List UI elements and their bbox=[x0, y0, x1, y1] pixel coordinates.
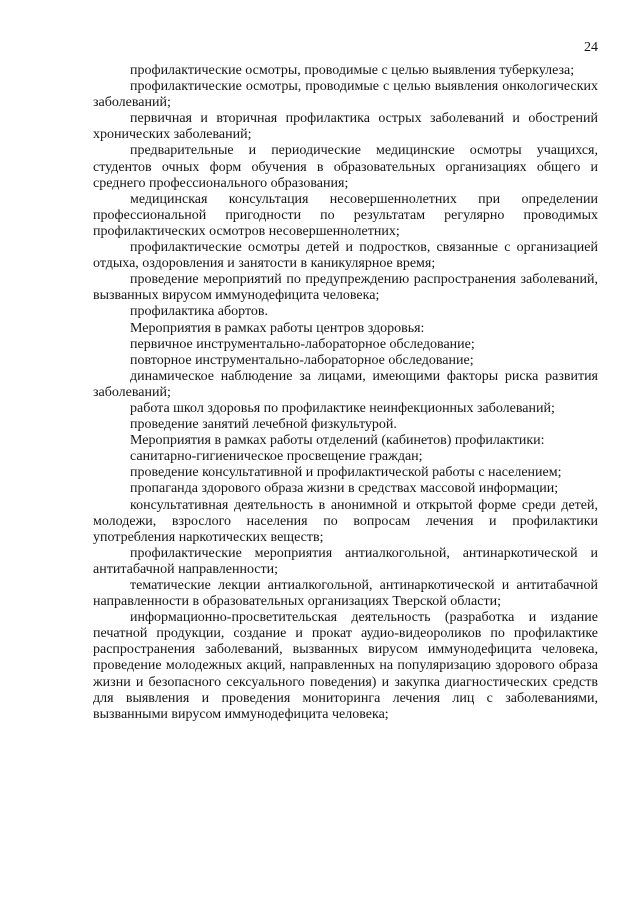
paragraph: повторное инструментально-лабораторное обследование; bbox=[130, 352, 474, 368]
paragraph: профилактические осмотры, проводимые с целью выявления туберкулеза; bbox=[130, 63, 575, 78]
paragraph: проведение занятий лечебной физкультурой. bbox=[130, 417, 397, 433]
paragraph: санитарно-гигиеническое просвещение граждан; bbox=[130, 449, 423, 465]
paragraph: первичное инструментально-лабораторное обследование; bbox=[130, 336, 475, 352]
paragraph: работа школ здоровья по профилактике неинфекционных заболеваний; bbox=[130, 400, 555, 416]
paragraph: профилактика абортов. bbox=[130, 304, 268, 320]
paragraph: информационно-просветительская деятельность (разработка и издание печатной продукции, создание и прокат аудио-видеороликов по профилактике распространения заболеваний, вызванных вирусом иммунодефицита человека, проведение молодежных акций, направленных на популяризацию здорового образа жизни и безопасного сексуального поведения) и закупка диагностических средств для выявления и проведения мониторинга лечения лиц с заболеваниями, вызванными вирусом иммунодефицита человека; bbox=[93, 610, 598, 722]
paragraph: пропаганда здорового образа жизни в средствах массовой информации; bbox=[130, 481, 559, 497]
paragraph: проведение мероприятий по предупреждению распространения заболеваний, вызванных вирусом иммунодефицита человека; bbox=[93, 272, 598, 304]
paragraph: медицинская консультация несовершеннолетних при определении профессиональной пригодности по результатам регулярно проводимых профилактических осмотров несовершеннолетних; bbox=[93, 191, 598, 239]
paragraph: предварительные и периодические медицинские осмотры учащихся, студентов очных форм обучения в образовательных организациях общего и среднего профессионального образования; bbox=[93, 143, 598, 191]
paragraph: профилактические мероприятия антиалкогольной, антинаркотической и антитабачной направленности; bbox=[93, 545, 598, 577]
page-number: 24 bbox=[584, 40, 598, 55]
document-body bbox=[93, 63, 598, 723]
section-heading: Мероприятия в рамках работы отделений (кабинетов) профилактики: bbox=[130, 433, 545, 449]
paragraph: профилактические осмотры детей и подростков, связанные с организацией отдыха, оздоровления и занятости в каникулярное время; bbox=[93, 240, 598, 272]
paragraph: динамическое наблюдение за лицами, имеющими факторы риска развития заболеваний; bbox=[93, 368, 598, 400]
paragraph: консультативная деятельность в анонимной и открытой форме среди детей, молодежи, взрослого населения по вопросам лечения и профилактики употребления наркотических веществ; bbox=[93, 497, 598, 545]
section-heading: Мероприятия в рамках работы центров здоровья: bbox=[130, 320, 425, 336]
paragraph: проведение консультативной и профилактической работы с населением; bbox=[130, 465, 562, 481]
paragraph: первичная и вторичная профилактика острых заболеваний и обострений хронических заболеваний; bbox=[93, 111, 598, 143]
paragraph: профилактические осмотры, проводимые с целью выявления онкологических заболеваний; bbox=[93, 79, 598, 111]
paragraph: тематические лекции антиалкогольной, антинаркотической и антитабачной направленности в образовательных организациях Тверской области; bbox=[93, 578, 598, 610]
